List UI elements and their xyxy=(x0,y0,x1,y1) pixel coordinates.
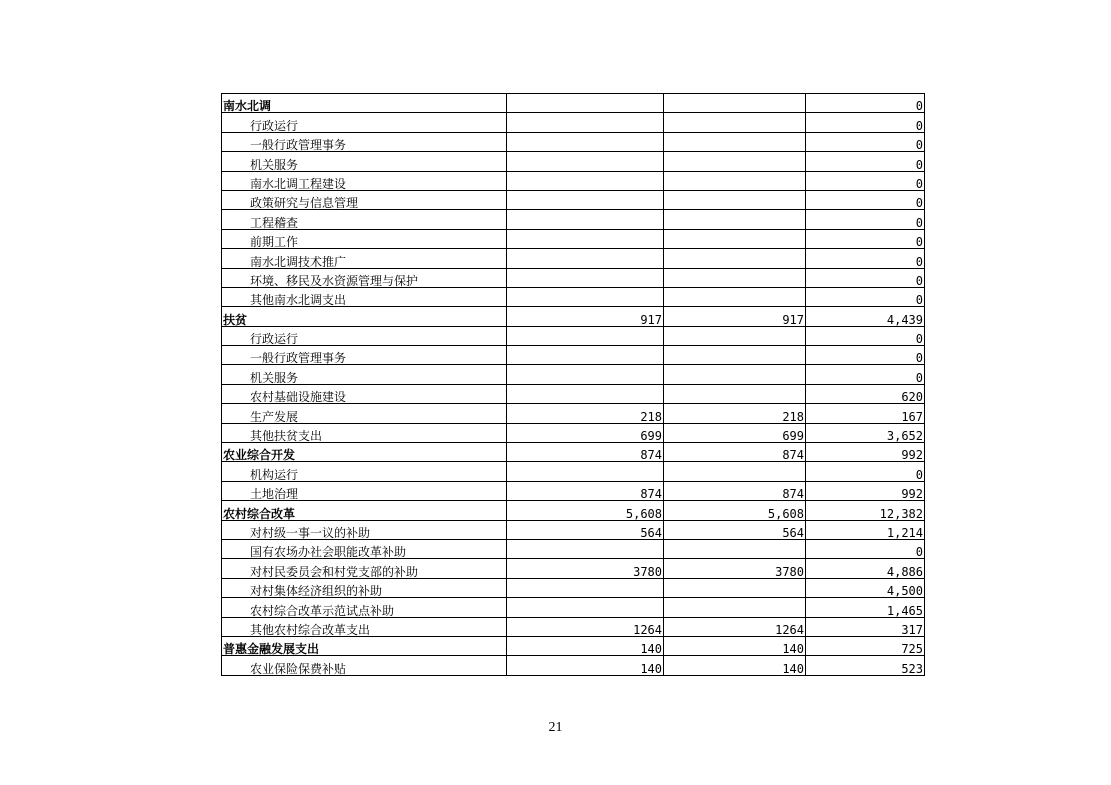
value-cell-col3: 1,214 xyxy=(806,520,925,539)
table-row xyxy=(222,365,925,384)
table-category-row xyxy=(222,636,925,655)
item-name-cell: 其他扶贫支出 xyxy=(222,423,507,442)
value-cell-col2: 699 xyxy=(664,423,806,442)
table-category-row xyxy=(222,501,925,520)
item-name-cell: 南水北调工程建设 xyxy=(222,171,507,190)
value-cell-col1: 874 xyxy=(507,481,664,500)
value-cell-col3: 0 xyxy=(806,249,925,268)
value-cell-col3: 0 xyxy=(806,152,925,171)
value-cell-col2 xyxy=(664,113,806,132)
item-name-cell: 对村民委员会和村党支部的补助 xyxy=(222,559,507,578)
value-cell-col2: 917 xyxy=(664,307,806,326)
value-cell-col1: 3780 xyxy=(507,559,664,578)
value-cell-col1 xyxy=(507,249,664,268)
table-row xyxy=(222,113,925,132)
item-name-cell: 政策研究与信息管理 xyxy=(222,190,507,209)
item-name-cell: 前期工作 xyxy=(222,229,507,248)
table-row xyxy=(222,656,925,675)
table-row xyxy=(222,326,925,345)
table-row xyxy=(222,268,925,287)
value-cell-col3: 0 xyxy=(806,268,925,287)
item-name-cell: 机构运行 xyxy=(222,462,507,481)
value-cell-col1 xyxy=(507,462,664,481)
value-cell-col3: 0 xyxy=(806,190,925,209)
value-cell-col1: 564 xyxy=(507,520,664,539)
value-cell-col3: 167 xyxy=(806,404,925,423)
value-cell-col2: 218 xyxy=(664,404,806,423)
value-cell-col1 xyxy=(507,287,664,306)
table-row xyxy=(222,384,925,403)
value-cell-col2 xyxy=(664,539,806,558)
value-cell-col1 xyxy=(507,152,664,171)
item-name-cell: 农业保险保费补贴 xyxy=(222,656,507,675)
item-name-cell: 行政运行 xyxy=(222,113,507,132)
category-name-cell: 普惠金融发展支出 xyxy=(222,636,507,655)
category-name-cell: 农业综合开发 xyxy=(222,443,507,462)
value-cell-col3: 12,382 xyxy=(806,501,925,520)
item-name-cell: 一般行政管理事务 xyxy=(222,346,507,365)
value-cell-col1 xyxy=(507,210,664,229)
value-cell-col2 xyxy=(664,229,806,248)
value-cell-col3: 0 xyxy=(806,365,925,384)
value-cell-col1 xyxy=(507,113,664,132)
value-cell-col1 xyxy=(507,598,664,617)
item-name-cell: 对村集体经济组织的补助 xyxy=(222,578,507,597)
value-cell-col3: 523 xyxy=(806,656,925,675)
table-row xyxy=(222,210,925,229)
value-cell-col2 xyxy=(664,346,806,365)
table-row xyxy=(222,404,925,423)
table-row xyxy=(222,287,925,306)
table-row xyxy=(222,578,925,597)
value-cell-col2: 1264 xyxy=(664,617,806,636)
value-cell-col2 xyxy=(664,384,806,403)
item-name-cell: 南水北调技术推广 xyxy=(222,249,507,268)
table-row xyxy=(222,559,925,578)
value-cell-col2 xyxy=(664,462,806,481)
item-name-cell: 机关服务 xyxy=(222,152,507,171)
table-category-row xyxy=(222,307,925,326)
table-row xyxy=(222,539,925,558)
value-cell-col2 xyxy=(664,287,806,306)
value-cell-col1 xyxy=(507,384,664,403)
value-cell-col1 xyxy=(507,190,664,209)
table-row xyxy=(222,346,925,365)
value-cell-col2: 140 xyxy=(664,656,806,675)
item-name-cell: 环境、移民及水资源管理与保护 xyxy=(222,268,507,287)
value-cell-col3: 0 xyxy=(806,113,925,132)
value-cell-col2 xyxy=(664,171,806,190)
value-cell-col3: 0 xyxy=(806,229,925,248)
value-cell-col3: 0 xyxy=(806,539,925,558)
value-cell-col3: 0 xyxy=(806,346,925,365)
table-row xyxy=(222,520,925,539)
value-cell-col3: 0 xyxy=(806,326,925,345)
item-name-cell: 对村级一事一议的补助 xyxy=(222,520,507,539)
item-name-cell: 其他农村综合改革支出 xyxy=(222,617,507,636)
table-row xyxy=(222,229,925,248)
value-cell-col2 xyxy=(664,268,806,287)
value-cell-col3: 0 xyxy=(806,171,925,190)
value-cell-col2 xyxy=(664,94,806,113)
value-cell-col1 xyxy=(507,171,664,190)
value-cell-col3: 3,652 xyxy=(806,423,925,442)
table-category-row xyxy=(222,94,925,113)
value-cell-col1: 699 xyxy=(507,423,664,442)
value-cell-col3: 4,500 xyxy=(806,578,925,597)
item-name-cell: 工程稽查 xyxy=(222,210,507,229)
value-cell-col2 xyxy=(664,249,806,268)
value-cell-col2 xyxy=(664,190,806,209)
value-cell-col2: 874 xyxy=(664,443,806,462)
value-cell-col1 xyxy=(507,268,664,287)
value-cell-col1: 218 xyxy=(507,404,664,423)
table-row xyxy=(222,481,925,500)
value-cell-col1 xyxy=(507,365,664,384)
table-row xyxy=(222,249,925,268)
item-name-cell: 土地治理 xyxy=(222,481,507,500)
table-row xyxy=(222,190,925,209)
value-cell-col2: 140 xyxy=(664,636,806,655)
item-name-cell: 生产发展 xyxy=(222,404,507,423)
value-cell-col2: 5,608 xyxy=(664,501,806,520)
value-cell-col3: 992 xyxy=(806,443,925,462)
value-cell-col2 xyxy=(664,365,806,384)
category-name-cell: 南水北调 xyxy=(222,94,507,113)
value-cell-col1 xyxy=(507,326,664,345)
value-cell-col3: 0 xyxy=(806,287,925,306)
value-cell-col3: 0 xyxy=(806,132,925,151)
value-cell-col2 xyxy=(664,598,806,617)
value-cell-col3: 620 xyxy=(806,384,925,403)
item-name-cell: 农村基础设施建设 xyxy=(222,384,507,403)
value-cell-col3: 0 xyxy=(806,210,925,229)
value-cell-col3: 0 xyxy=(806,94,925,113)
budget-table-body xyxy=(222,94,925,676)
value-cell-col2: 564 xyxy=(664,520,806,539)
category-name-cell: 扶贫 xyxy=(222,307,507,326)
value-cell-col2: 874 xyxy=(664,481,806,500)
value-cell-col2 xyxy=(664,132,806,151)
category-name-cell: 农村综合改革 xyxy=(222,501,507,520)
value-cell-col2: 3780 xyxy=(664,559,806,578)
value-cell-col1 xyxy=(507,539,664,558)
table-row xyxy=(222,462,925,481)
table-row xyxy=(222,132,925,151)
value-cell-col1: 5,608 xyxy=(507,501,664,520)
item-name-cell: 一般行政管理事务 xyxy=(222,132,507,151)
item-name-cell: 机关服务 xyxy=(222,365,507,384)
value-cell-col1 xyxy=(507,229,664,248)
value-cell-col2 xyxy=(664,210,806,229)
value-cell-col2 xyxy=(664,326,806,345)
value-cell-col3: 4,886 xyxy=(806,559,925,578)
item-name-cell: 国有农场办社会职能改革补助 xyxy=(222,539,507,558)
table-row xyxy=(222,423,925,442)
value-cell-col3: 992 xyxy=(806,481,925,500)
value-cell-col1: 874 xyxy=(507,443,664,462)
table-row xyxy=(222,617,925,636)
value-cell-col1: 1264 xyxy=(507,617,664,636)
table-row xyxy=(222,598,925,617)
value-cell-col1: 140 xyxy=(507,656,664,675)
value-cell-col2 xyxy=(664,578,806,597)
value-cell-col1: 917 xyxy=(507,307,664,326)
value-cell-col3: 4,439 xyxy=(806,307,925,326)
value-cell-col3: 1,465 xyxy=(806,598,925,617)
table-row xyxy=(222,152,925,171)
item-name-cell: 行政运行 xyxy=(222,326,507,345)
value-cell-col1 xyxy=(507,578,664,597)
item-name-cell: 其他南水北调支出 xyxy=(222,287,507,306)
page-number: 21 xyxy=(548,720,563,735)
budget-table xyxy=(221,93,925,676)
value-cell-col3: 317 xyxy=(806,617,925,636)
value-cell-col2 xyxy=(664,152,806,171)
item-name-cell: 农村综合改革示范试点补助 xyxy=(222,598,507,617)
table-row xyxy=(222,171,925,190)
table-category-row xyxy=(222,443,925,462)
value-cell-col3: 725 xyxy=(806,636,925,655)
value-cell-col1 xyxy=(507,94,664,113)
value-cell-col1 xyxy=(507,132,664,151)
value-cell-col1: 140 xyxy=(507,636,664,655)
value-cell-col1 xyxy=(507,346,664,365)
value-cell-col3: 0 xyxy=(806,462,925,481)
